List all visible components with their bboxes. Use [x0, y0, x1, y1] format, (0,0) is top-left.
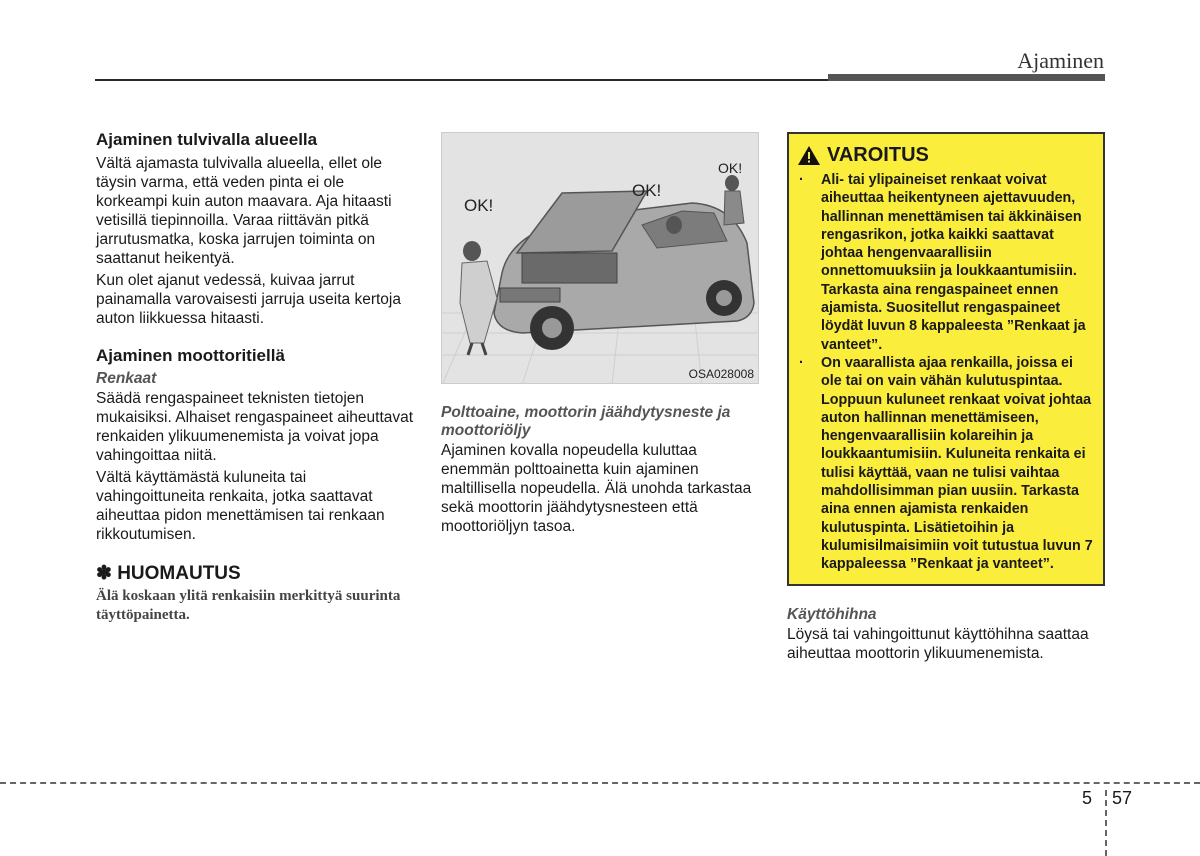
ok-label-right: OK! — [718, 160, 743, 176]
warning-item — [797, 171, 1093, 354]
heading-flooded-area: Ajaminen tulvivalla alueella — [96, 130, 318, 149]
footer-dashed-line — [0, 782, 1200, 784]
column-right — [787, 130, 1107, 666]
warning-box — [787, 132, 1105, 586]
warning-bullet: · — [799, 354, 804, 371]
car-illustration — [442, 133, 759, 384]
paragraph-tyres-1: Säädä rengaspaineet teknisten tietojen mukaisiksi. Alhaiset rengaspaineet aiheuttavat renkaiden ylikuumenemista ja voivat jopa vahingoittaa niitä. — [96, 390, 414, 464]
column-middle — [441, 130, 759, 539]
warning-item-text: Ali- tai ylipaineiset renkaat voivat aiheuttaa heikentyneen ajettavuuden, hallinnan menettämisen tai äkkinäisen rengasrikon, jotka kaikki saattavat johtaa hengenvaarallisiin onnettomuuksiin ja loukkaantumisiin. Tarkasta aina rengaspaineet ennen ajamista. Suositellut rengaspaineet löydät luvun 8 kappaleesta ”Renkaat ja vanteet”. — [821, 172, 1086, 353]
page-header-title: Ajaminen — [1017, 48, 1104, 73]
warning-item — [797, 354, 1093, 574]
footer-vertical-dashed-line — [1105, 790, 1107, 856]
chapter-number: 5 — [1082, 788, 1093, 808]
paragraph-flooded-1: Vältä ajamasta tulvivalla alueella, ellet ole täysin varma, että veden pinta ei ole korkeampi kuin auton maavara. Aja hitaasti vetisillä tiepinnoilla. Varaa riittävän pitkä jarrutusmatka, koska jarrujen toiminta on saattanut heikentyä. — [96, 155, 392, 267]
figure-code: OSA028008 — [688, 367, 754, 381]
note-title: ✽ HUOMAUTUS — [96, 563, 241, 584]
header-rule-thick — [828, 74, 1105, 81]
page-number: 57 — [1112, 788, 1133, 808]
subheading-drive-belt: Käyttöhihna — [787, 605, 877, 623]
ok-label-middle: OK! — [632, 181, 662, 200]
paragraph-tyres-2: Vältä käyttämästä kuluneita tai vahingoittuneita renkaita, jotka saattavat aiheuttaa pidon menettämisen tai renkaan rikkoutumisen. — [96, 469, 385, 543]
heading-highway: Ajaminen moottoritiellä — [96, 346, 285, 365]
subheading-fuel-coolant-oil: Polttoaine, moottorin jäähdytysneste ja moottoriöljy — [441, 404, 731, 439]
note-text: Älä koskaan ylitä renkaisiin merkittyä suurinta täyttöpainetta. — [96, 588, 401, 623]
ok-label-left: OK! — [464, 196, 494, 215]
column-left — [96, 130, 414, 625]
header-rule-thin — [95, 79, 830, 81]
warning-item-text: On vaarallista ajaa renkailla, joissa ei ole tai on vain vähän kulutuspintaa. Loppuun kuluneet renkaat voivat johtaa auton hallinnan menettämiseen, hengenvaarallisiin kolareihin ja loukkaantumisiin. Kuluneita renkaita ei tulisi käyttää, vaan ne tulisi vaihtaa mahdollisimman pian uusiin. Tarkasta aina ennen ajamista renkaiden kulutuspinta. Lisätietoihin ja kulumisilmaisimiin voit tutustua luvun 7 kappaleessa ”Renkaat ja vanteet”. — [821, 354, 1093, 573]
warning-header — [797, 144, 1093, 167]
paragraph-fuel: Ajaminen kovalla nopeudella kuluttaa enemmän polttoainetta kuin ajaminen maltillisella nopeudella. Älä unohda tarkastaa sekä moottorin jäähdytysnesteen että moottoriöljyn tasoa. — [441, 442, 752, 535]
paragraph-flooded-2: Kun olet ajanut vedessä, kuivaa jarrut painamalla varovaisesti jarruja useita kertoja auton liikkuessa hitaasti. — [96, 272, 401, 327]
warning-title: VAROITUS — [827, 144, 929, 166]
paragraph-drive-belt: Löysä tai vahingoittunut käyttöhihna saattaa aiheuttaa moottorin ylikuumenemista. — [787, 625, 1089, 662]
warning-bullet: · — [799, 172, 804, 188]
warning-triangle-icon — [797, 145, 821, 166]
subheading-tyres: Renkaat — [96, 370, 157, 387]
illustration-car-engine-check — [441, 132, 759, 384]
